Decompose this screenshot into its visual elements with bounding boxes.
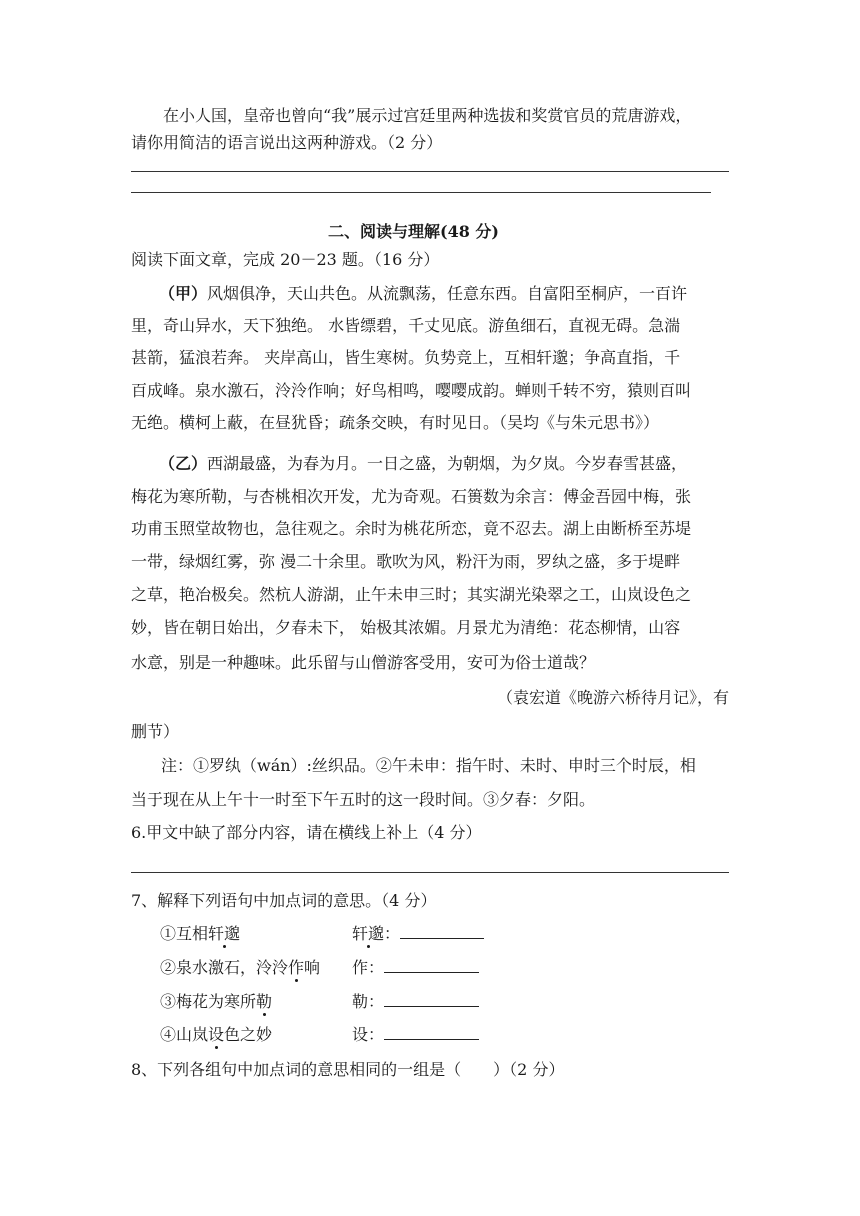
q6-answer-line[interactable] (131, 872, 729, 873)
answer-blank[interactable] (384, 958, 479, 973)
note-line2: 当于现在从上午十一时至下午五时的这一段时间。③夕春：夕阳。 (131, 790, 596, 809)
q6-text: 6.甲文中缺了部分内容，请在横线上补上（4 分） (131, 823, 482, 842)
passage-b-source: （袁宏道《晚游六桥待月记》，有 (496, 688, 729, 707)
passage-b-source-cont: 删节） (131, 722, 180, 741)
exam-page: 在小人国，皇帝也曾向“我”展示过宫廷里两种选拔和奖赏官员的荒唐游戏， 请你用简洁的语言说出这两种游戏。（2 分） 二、阅读与理解(48 分) 阅读下面文章，完成 20－23 题。（16 分） （甲）风烟俱净，天山共色。从流飘荡，任意东西。自富阳至桐庐，一百许 里，奇山异水，天下独绝。 水皆缥碧，千丈见底。游鱼细石，直视无碍。急湍 甚箭，猛浪若奔。 夹岸高山，皆生寒树。负势竞上，互相轩邈；争高直指，千 百成峰。泉水激石，泠泠作响；好鸟相鸣，嘤嘤成韵。蝉则千转不穷，猿则百叫 无绝。横柯上蔽，在昼犹昏；疏条交映，有时见日。（吴均《与朱元思书》） （乙）西湖最盛，为春为月。一日之盛，为朝烟，为夕岚。今岁春雪甚盛， 梅花为寒所勒，与杏桃相次开发，尤为奇观。石篑数为余言：傅金吾园中梅，张 功甫玉照堂故物也，急往观之。余时为桃花所恋，竟不忍去。湖上由断桥至苏堤 一带，绿烟红雾，弥 漫二十余里。歌吹为风，粉汗为雨，罗纨之盛，多于堤畔 之草，艳冶极矣。然杭人游湖，止午未申三时；其实湖光染翠之工，山岚设色之 妙，皆在朝日始出，夕春未下， 始极其浓媚。月景尤为清绝：花态柳情，山容 水意，别是一种趣味。此乐留与山僧游客受用，安可为俗士道哉？ （袁宏道《晚游六桥待月记》，有 删节） 注：①罗纨（wán）:丝织品。②午未申：指午时、未时、申时三个时辰，相 当于现在从上午十一时至下午五时的这一段时间。③夕春：夕阳。 6.甲文中缺了部分内容，请在横线上补上（4 分） 7、解释下列语句中加点词的意思。（4 分） ①互相轩邈 轩邈： ②泉水激石，泠泠作响 作： ③梅花为寒所勒 勒： ④山岚设色之妙 设： 8、下列各组句中加点词的意思相同的一组是（ ）（2 分） (0, 0, 860, 1216)
q8-text: 8、下列各组句中加点词的意思相同的一组是（ ）（2 分） (131, 1060, 565, 1079)
passage-a-line: （甲）风烟俱净，天山共色。从流飘荡，任意东西。自富阳至桐庐，一百许 (159, 284, 688, 303)
q7-text: 7、解释下列语句中加点词的意思。（4 分） (131, 891, 437, 910)
passage-a-line: 甚箭，猛浪若奔。 夹岸高山，皆生寒树。负势竞上，互相轩邈；争高直指，千 (131, 348, 681, 367)
dotted-word: 设 (208, 1025, 225, 1044)
q5-line2: 请你用简洁的语言说出这两种游戏。（2 分） (131, 133, 443, 152)
passage-b-line: 水意，别是一种趣味。此乐留与山僧游客受用，安可为俗士道哉？ (131, 653, 596, 672)
passage-a-line: 里，奇山异水，天下独绝。 水皆缥碧，千丈见底。游鱼细石，直视无碍。急湍 (131, 316, 681, 335)
answer-blank[interactable] (384, 992, 479, 1007)
section-title: 二、阅读与理解(48 分) (328, 222, 499, 241)
passage-b-line: 梅花为寒所勒，与杏桃相次开发，尤为奇观。石篑数为余言：傅金吾园中梅，张 (131, 487, 692, 506)
passage-a-line: 百成峰。泉水激石，泠泠作响；好鸟相鸣，嘤嘤成韵。蝉则千转不穷，猿则百叫 (131, 381, 692, 400)
dotted-word: 作 (288, 958, 305, 977)
passage-b-line: 妙，皆在朝日始出，夕春未下， 始极其浓媚。月景尤为清绝：花态柳情，山容 (131, 618, 681, 637)
passage-b-label: （乙） (159, 454, 208, 473)
section-instruction: 阅读下面文章，完成 20－23 题。（16 分） (131, 250, 440, 269)
answer-line[interactable] (131, 171, 729, 172)
passage-a-label: （甲） (159, 284, 208, 303)
passage-b-line: 功甫玉照堂故物也，急往观之。余时为桃花所恋，竟不忍去。湖上由断桥至苏堤 (131, 519, 692, 538)
answer-line[interactable] (131, 192, 711, 193)
passage-b-line: 之草，艳冶极矣。然杭人游湖，止午未申三时；其实湖光染翠之工，山岚设色之 (131, 585, 692, 604)
passage-b-line: （乙）西湖最盛，为春为月。一日之盛，为朝烟，为夕岚。今岁春雪甚盛， (159, 454, 688, 473)
dotted-word: 轩邈 (208, 924, 241, 943)
dotted-word: 勒 (256, 992, 273, 1011)
dotted-word: 轩邈 (352, 924, 385, 943)
note-line1: 注：①罗纨（wán）:丝织品。②午未申：指午时、未时、申时三个时辰，相 (161, 756, 696, 775)
q5-line1: 在小人国，皇帝也曾向“我”展示过宫廷里两种选拔和奖赏官员的荒唐游戏， (163, 106, 692, 125)
passage-a-line: 无绝。横柯上蔽，在昼犹昏；疏条交映，有时见日。（吴均《与朱元思书》） (131, 413, 660, 432)
answer-blank[interactable] (400, 924, 484, 939)
passage-b-line: 一带，绿烟红雾，弥 漫二十余里。歌吹为风，粉汗为雨，罗纨之盛，多于堤畔 (131, 552, 681, 571)
answer-blank[interactable] (384, 1025, 479, 1040)
